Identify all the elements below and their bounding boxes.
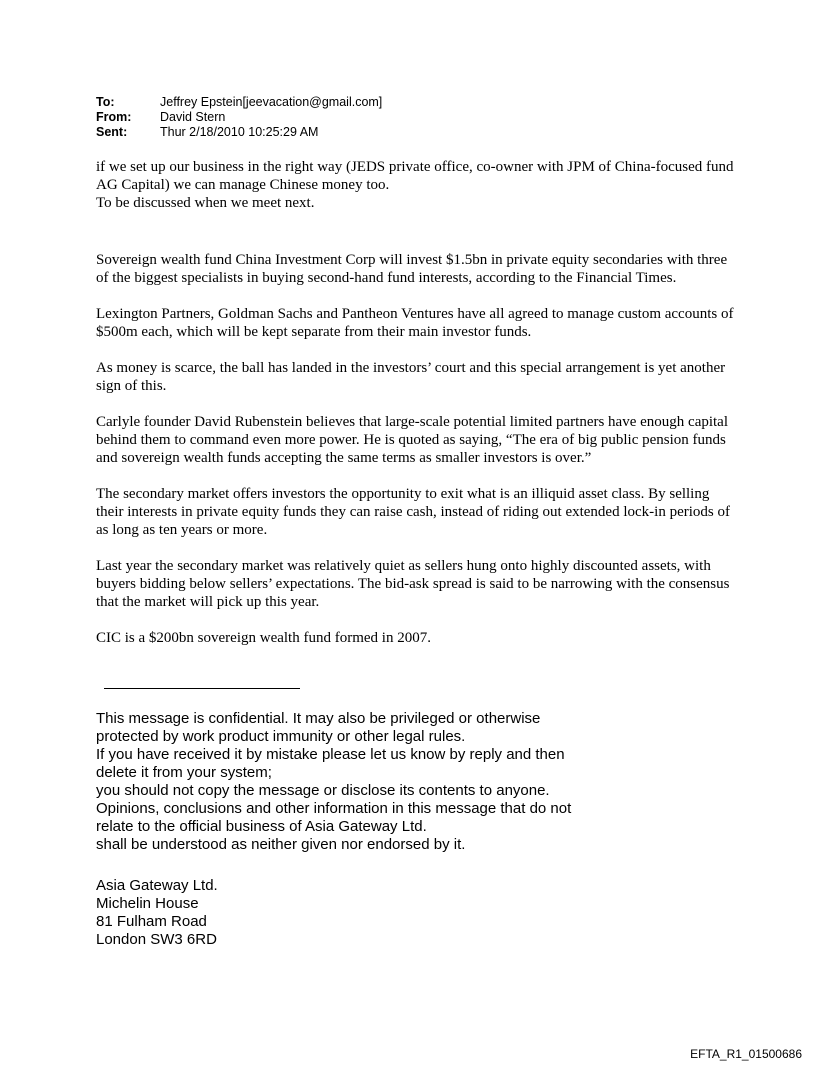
to-label: To:: [96, 95, 115, 109]
article-paragraph: Last year the secondary market was relatively quiet as sellers hung onto highly discounted assets, with buyers bidding below sellers’ expectations. The bid-ask spread is said to be narrowing with the consensus that the market will pick up this year.: [96, 558, 730, 610]
disclaimer-line: delete it from your system;: [96, 764, 272, 781]
intro-line-2: To be discussed when we meet next.: [96, 195, 315, 211]
address-line: Asia Gateway Ltd.: [96, 877, 218, 894]
sent-label: Sent:: [96, 125, 128, 139]
article-paragraph: As money is scarce, the ball has landed in the investors’ court and this special arrangement is yet another sign of this.: [96, 360, 726, 394]
disclaimer-line: This message is confidential. It may also be privileged or otherwise: [96, 710, 541, 727]
sent-row: [96, 125, 382, 140]
signature-divider: [104, 688, 300, 689]
to-value: Jeffrey Epstein[jeevacation@gmail.com]: [160, 95, 383, 109]
disclaimer-line: relate to the official business of Asia Gateway Ltd.: [96, 818, 427, 835]
to-row: [96, 95, 382, 110]
intro-message: [96, 158, 736, 212]
article-paragraph: Carlyle founder David Rubenstein believes that large-scale potential limited partners have enough capital behind them to command even more power. He is quoted as saying, “The era of big public pension funds and sovereign wealth funds accepting the same terms as smaller investors is over.”: [96, 414, 729, 466]
disclaimer-line: you should not copy the message or disclose its contents to anyone.: [96, 782, 550, 799]
disclaimer-line: If you have received it by mistake please let us know by reply and then: [96, 746, 565, 763]
from-row: [96, 110, 382, 125]
disclaimer-line: shall be understood as neither given nor endorsed by it.: [96, 836, 466, 853]
sent-value: Thur 2/18/2010 10:25:29 AM: [160, 125, 319, 139]
confidentiality-disclaimer: [96, 710, 656, 854]
disclaimer-line: protected by work product immunity or other legal rules.: [96, 728, 466, 745]
address-line: 81 Fulham Road: [96, 913, 207, 930]
address-line: Michelin House: [96, 895, 199, 912]
intro-line-1: if we set up our business in the right way (JEDS private office, co-owner with JPM of China-focused fund AG Capital) we can manage Chinese money too.: [96, 159, 734, 193]
address-line: London SW3 6RD: [96, 931, 217, 948]
article-paragraph: CIC is a $200bn sovereign wealth fund formed in 2007.: [96, 630, 431, 646]
article-paragraph: Sovereign wealth fund China Investment Corp will invest $1.5bn in private equity secondaries with three of the biggest specialists in buying second-hand fund interests, according to the Financial Times.: [96, 252, 728, 286]
from-label: From:: [96, 110, 132, 124]
document-id: EFTA_R1_01500686: [690, 1047, 802, 1061]
from-value: David Stern: [160, 110, 226, 124]
company-address: [96, 877, 218, 949]
article-paragraph: Lexington Partners, Goldman Sachs and Pantheon Ventures have all agreed to manage custom accounts of $500m each, which will be kept separate from their main investor funds.: [96, 306, 734, 340]
disclaimer-line: Opinions, conclusions and other information in this message that do not: [96, 800, 572, 817]
article-paragraph: The secondary market offers investors the opportunity to exit what is an illiquid asset class. By selling their interests in private equity funds they can raise cash, instead of riding out extended lock-in periods of as long as ten years or more.: [96, 486, 730, 538]
forwarded-article: [96, 251, 736, 665]
email-header: [96, 95, 382, 140]
